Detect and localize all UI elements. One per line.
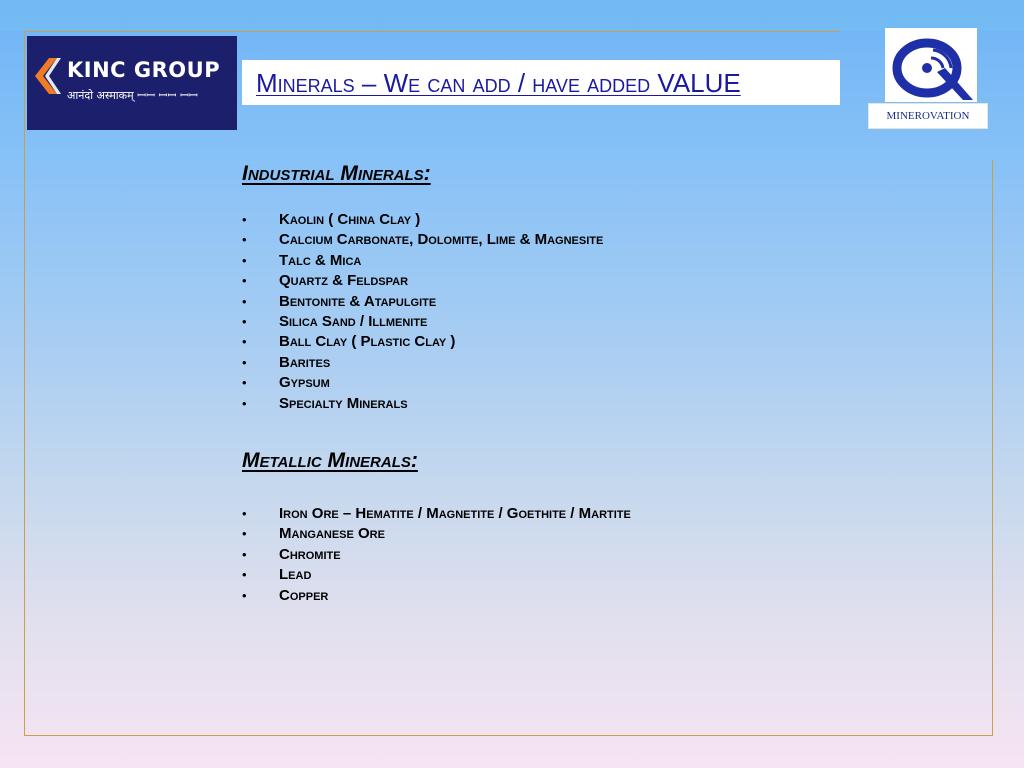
frame-bottom-line: [24, 735, 993, 736]
bullet-icon: •: [242, 506, 247, 521]
bullet-icon: •: [242, 375, 247, 391]
mineral-item: Talc & Mica: [279, 251, 362, 269]
bullet-icon: •: [242, 273, 247, 289]
mineral-item: Kaolin ( China Clay ): [279, 211, 421, 228]
bullet-icon: •: [242, 252, 247, 268]
kinc-group-name: KINC GROUP: [67, 58, 221, 82]
bullet-icon: •: [242, 212, 247, 227]
metallic-minerals-heading: Metallic Minerals:: [242, 449, 418, 472]
mineral-item: Specialty Minerals: [279, 394, 408, 412]
bullet-icon: •: [242, 354, 247, 370]
kinc-group-logo: [27, 36, 237, 130]
frame-top-line: [24, 31, 840, 32]
slide-title: Minerals – We can add / have added VALUE: [256, 68, 741, 98]
minerovation-q-icon: [885, 28, 977, 102]
mineral-item: Bentonite & Atapulgite: [279, 292, 437, 310]
mineral-item: Barites: [279, 353, 331, 371]
industrial-minerals-heading: Industrial Minerals:: [242, 162, 431, 185]
frame-left-line: [24, 31, 25, 735]
mineral-item: Copper: [279, 586, 329, 604]
bullet-icon: •: [242, 567, 247, 583]
bullet-icon: •: [242, 546, 247, 562]
frame-right-line: [992, 160, 993, 736]
bullet-icon: •: [242, 232, 247, 248]
title-box: [242, 60, 840, 105]
minerovation-label-box: [868, 103, 988, 129]
kinc-group-tagline: आनंदो अस्माकम् ꟷꟷ ꟷꟷ ꟷꟷ: [67, 89, 198, 102]
mineral-item: Quartz & Feldspar: [279, 272, 409, 290]
mineral-item: Calcium Carbonate, Dolomite, Lime & Magnesite: [279, 231, 604, 249]
bullet-icon: •: [242, 313, 247, 329]
kinc-chevron-icon: [31, 56, 61, 96]
minerovation-label: MINEROVATION: [886, 110, 970, 122]
bullet-icon: •: [242, 526, 247, 542]
mineral-item: Chromite: [279, 545, 341, 563]
top-stripe-band: [0, 0, 1024, 30]
bullet-icon: •: [242, 395, 247, 411]
mineral-item: Lead: [279, 566, 312, 584]
bullet-icon: •: [242, 334, 247, 350]
mineral-item: Gypsum: [279, 374, 330, 392]
mineral-item: Manganese Ore: [279, 525, 385, 543]
bullet-icon: •: [242, 293, 247, 309]
mineral-item: Iron Ore – Hematite / Magnetite / Goethite / Martite: [279, 505, 631, 522]
minerovation-logo: [885, 28, 977, 102]
mineral-item: Ball Clay ( Plastic Clay ): [279, 333, 456, 351]
bullet-icon: •: [242, 587, 247, 603]
mineral-item: Silica Sand / Illmenite: [279, 312, 428, 330]
